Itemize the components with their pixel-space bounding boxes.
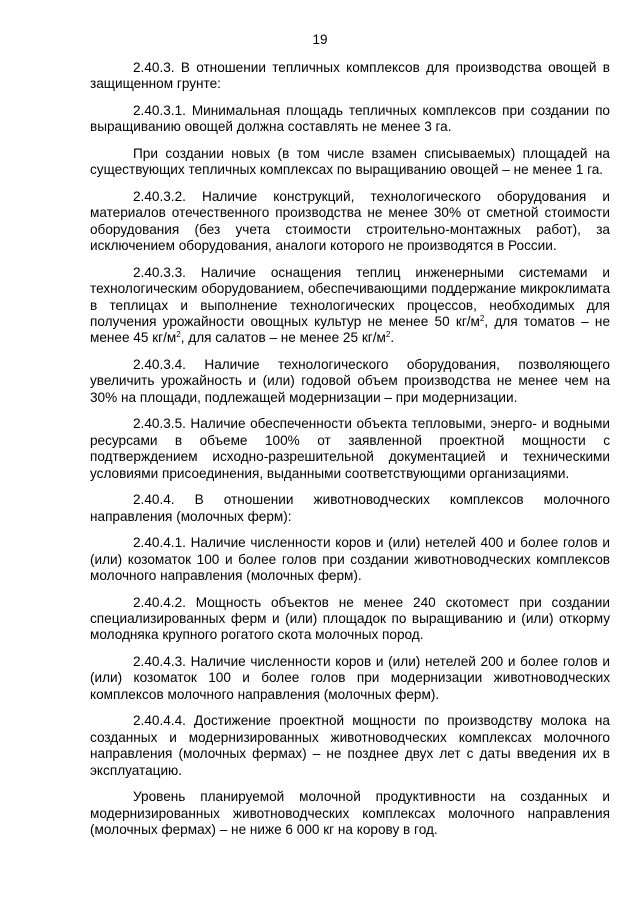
paragraph-2-40-3-2: 2.40.3.2. Наличие конструкций, технологического оборудования и материалов отечественного производства не менее 30% от сметной стоимости оборудования (без учета стоимости строительно-монтажных работ), за исключением оборудования, аналоги которого не производятся в России. [90,189,610,254]
paragraph-2-40-3-4: 2.40.3.4. Наличие технологического оборудования, позволяющего увеличить урожайность и (или) годовой объем производства не менее чем на 30% на площади, подлежащей модернизации – при модернизации. [90,357,610,405]
paragraph-2-40-4-4: 2.40.4.4. Достижение проектной мощности по производству молока на созданных и модернизированных животноводческих комплексах молочного направления (молочных фермах) – не позднее двух лет с даты введения их в эксплуатацию. [90,713,610,778]
document-body [90,60,610,849]
page-number: 19 [312,32,328,47]
paragraph-2-40-3: 2.40.3. В отношении тепличных комплексов для производства овощей в защищенном грунте: [90,60,610,92]
superscript-square-1: 2 [479,314,485,324]
paragraph-2-40-3-5: 2.40.3.5. Наличие обеспеченности объекта тепловыми, энерго- и водными ресурсами в объеме 100% от заявленной проектной мощности с подтверждением исходно-разрешительной документацией и техническими условиями присоединения, выданными соответствующими организациями. [90,416,610,481]
paragraph-milk-productivity: Уровень планируемой молочной продуктивности на созданных и модернизированных животноводческих комплексах молочного направления (молочных фермах) – не ниже 6 000 кг на корову в год. [90,789,610,838]
paragraph-2-40-3-3-text-2: , для томатов – не менее 45 кг/м [90,314,611,346]
paragraph-2-40-3-3-text-4: . [390,330,395,346]
superscript-square-3: 2 [385,330,391,340]
paragraph-2-40-3-3-text-3: , для салатов – не менее 25 кг/м [180,330,386,346]
paragraph-2-40-4-1: 2.40.4.1. Наличие численности коров и (или) нетелей 400 и более голов и (или) козоматок 100 и более голов при создании животноводческих комплексов молочного направления (молочных ферм). [90,535,610,584]
paragraph-2-40-4-2: 2.40.4.2. Мощность объектов не менее 240 скотомест при создании специализированных ферм и (или) площадок по выращиванию и (или) откорму молодняка крупного рогатого скота молочных пород. [90,594,610,643]
paragraph-2-40-3-1: 2.40.3.1. Минимальная площадь тепличных комплексов при создании по выращиванию овощей должна составлять не менее 3 га. [90,103,610,135]
superscript-square-2: 2 [176,330,181,340]
paragraph-2-40-3-3-text-1: 2.40.3.3. Наличие оснащения теплиц инженерными системами и технологическим оборудованием, обеспечивающими поддержание микроклимата в теплицах и выполнение технологических процессов, необходимых для получения урожайности овощных культур не менее 50 кг/м [90,264,610,330]
paragraph-2-40-4: 2.40.4. В отношении животноводческих комплексов молочного направления (молочных ферм): [90,492,610,524]
paragraph-2-40-3-3 [90,265,610,347]
paragraph-new-areas: При создании новых (в том числе взамен списываемых) площадей на существующих тепличных комплексах по выращиванию овощей – не менее 1 га. [90,146,610,178]
paragraph-2-40-4-3: 2.40.4.3. Наличие численности коров и (или) нетелей 200 и более голов и (или) козоматок 100 и более голов при модернизации животноводческих комплексов молочного направления (молочных ферм). [90,654,610,702]
